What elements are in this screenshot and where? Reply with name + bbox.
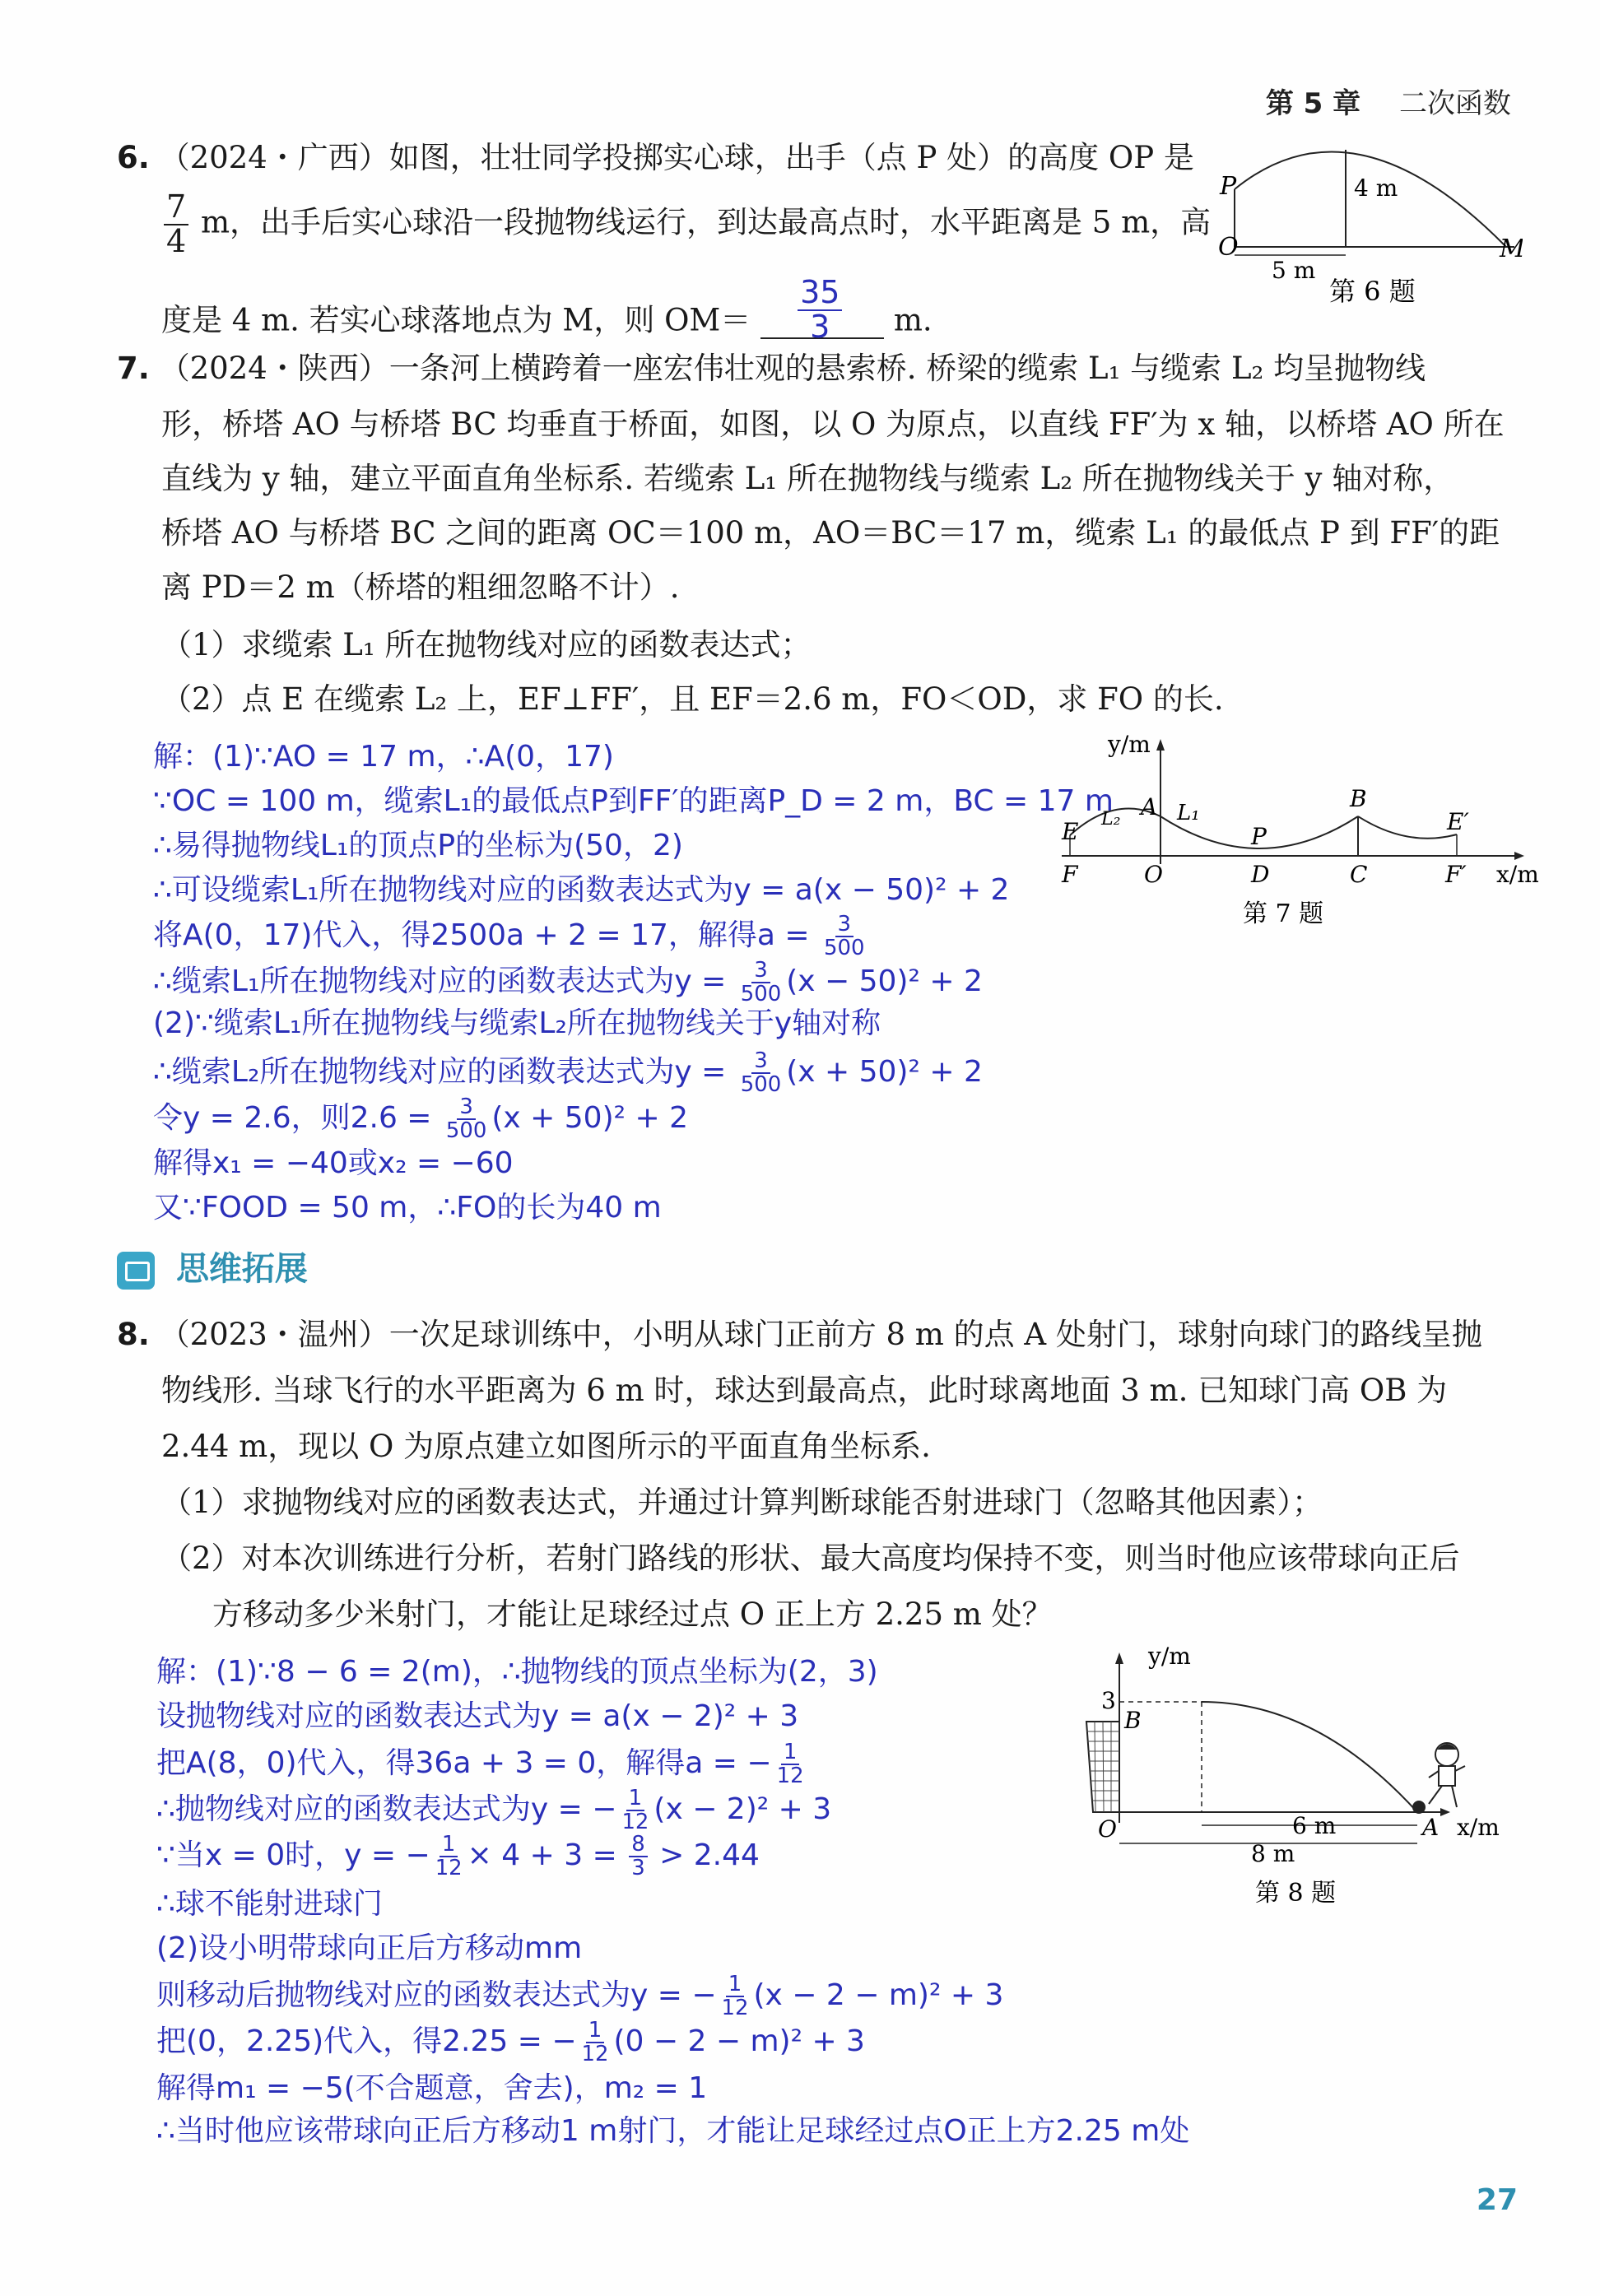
q8-sol-1: 解：(1)∵8 − 6 = 2(m)，∴抛物线的顶点坐标为(2，3) bbox=[156, 1655, 878, 1689]
q6-fraction bbox=[164, 188, 188, 259]
q7-sol-8-text: ∴缆索L₂所在抛物线对应的函数表达式为y = bbox=[153, 1055, 736, 1090]
q8-parabola bbox=[1202, 1702, 1417, 1812]
q6-line2 bbox=[161, 188, 1212, 259]
q7-cable-right bbox=[1358, 816, 1457, 839]
q6-answer bbox=[798, 274, 842, 345]
page-header bbox=[1266, 81, 1511, 121]
q8-sol-9 bbox=[156, 2019, 865, 2066]
q7-label-e-prime: E′ bbox=[1447, 808, 1469, 835]
q8-subq-2a: （2）对本次训练进行分析，若射门路线的形状、最大高度均保持不变，则当时他应该带球向正后 bbox=[161, 1541, 1460, 1576]
q7-sol-2: ∵OC = 100 m，缆索L₁的最低点P到FF′的距离P_D = 2 m，BC = 17 m bbox=[153, 784, 1114, 818]
q7-frac-den: 500 bbox=[445, 1118, 487, 1144]
q8-sol-6: ∴球不能射进球门 bbox=[156, 1887, 383, 1921]
q7-diagram bbox=[1053, 732, 1547, 938]
q8-sol-4-tail: (x − 2)² + 3 bbox=[653, 1792, 832, 1827]
q8-frac-num: 1 bbox=[586, 2019, 604, 2043]
q6-text-1: （2024・广西）如图，壮壮同学投掷实心球，出手（点 P 处）的高度 OP 是 bbox=[159, 140, 1194, 175]
q7-sol-5-text: 将A(0，17)代入，得2500a + 2 = 17，解得a = bbox=[153, 918, 820, 953]
q6-figure bbox=[1210, 132, 1523, 316]
q7-label-e: E bbox=[1062, 818, 1079, 845]
q7-sol-7: (2)∵缆索L₁所在抛物线与缆索L₂所在抛物线关于y轴对称 bbox=[153, 1006, 881, 1040]
q7-text-1: （2024・陕西）一条河上横跨着一座宏伟壮观的悬索桥. 桥梁的缆索 L₁ 与缆索 L₂ 均呈抛物线 bbox=[159, 351, 1426, 386]
q8-frac-den: 12 bbox=[776, 1764, 804, 1789]
q7-frac-num: 3 bbox=[751, 1050, 770, 1074]
q8-frac-num: 1 bbox=[440, 1834, 458, 1857]
q7-label-a: A bbox=[1141, 793, 1158, 820]
q8-sol-5-tail: > 2.44 bbox=[649, 1838, 760, 1873]
q8-frac-num: 1 bbox=[626, 1787, 644, 1811]
q7-frac-den: 500 bbox=[824, 936, 865, 961]
q7-label-f-prime: F′ bbox=[1445, 861, 1467, 888]
q6-text-2: m，出手后实心球沿一段抛物线运行，到达最高点时，水平距离是 5 m，高 bbox=[200, 204, 1212, 240]
q8-sol-9-frac bbox=[579, 2019, 612, 2066]
q7-frac-den: 500 bbox=[740, 1072, 782, 1098]
q8-sol-3-frac bbox=[774, 1741, 807, 1787]
q7-text-5: 离 PD＝2 m（桥塔的粗细忽略不计）. bbox=[161, 569, 680, 605]
q8-text-2: 物线形. 当球飞行的水平距离为 6 m 时，球达到最高点，此时球离地面 3 m. 已知球门高 OB 为 bbox=[161, 1373, 1448, 1408]
q8-label-a: A bbox=[1422, 1814, 1440, 1841]
q8-subq-2b: 方移动多少米射门，才能让足球经过点 O 正上方 2.25 m 处？ bbox=[212, 1597, 1053, 1632]
chapter-title: 二次函数 bbox=[1399, 87, 1511, 120]
q8-calc-num: 8 bbox=[629, 1834, 647, 1857]
q8-sol-10: 解得m₁ = −5(不合题意，舍去)，m₂ = 1 bbox=[156, 2071, 708, 2105]
q8-label-b: B bbox=[1124, 1707, 1142, 1734]
q8-sol-8-text: 则移动后抛物线对应的函数表达式为y = − bbox=[156, 1978, 717, 2013]
q8-text-1: （2023・温州）一次足球训练中，小明从球门正前方 8 m 的点 A 处射门，球射向球门的路线呈抛 bbox=[159, 1317, 1482, 1352]
q8-sol-4-frac bbox=[619, 1787, 651, 1834]
q8-sol-4-text: ∴抛物线对应的函数表达式为y = − bbox=[156, 1792, 617, 1827]
q8-frac-den: 12 bbox=[721, 1996, 749, 2021]
q7-sol-6-text: ∴缆索L₁所在抛物线对应的函数表达式为y = bbox=[153, 964, 736, 999]
q7-frac-num: 3 bbox=[751, 960, 770, 983]
q8-ball bbox=[1412, 1801, 1426, 1814]
q8-player bbox=[1429, 1743, 1465, 1807]
q8-subq-1: （1）求抛物线对应的函数表达式，并通过计算判断球能否射进球门（忽略其他因素）； bbox=[161, 1485, 1323, 1520]
q7-sol-9-tail: (x + 50)² + 2 bbox=[491, 1101, 689, 1136]
q7-caption: 第 7 题 bbox=[1243, 899, 1324, 928]
q8-sol-8-frac bbox=[719, 1973, 751, 2019]
q7-sol-3: ∴易得抛物线L₁的顶点P的坐标为(50，2) bbox=[153, 829, 683, 862]
section-icon bbox=[117, 1252, 155, 1290]
q7-sol-11: 又∵FOOD = 50 m，∴FO的长为40 m bbox=[153, 1191, 662, 1225]
q7-text-3: 直线为 y 轴，建立平面直角坐标系. 若缆索 L₁ 所在抛物线与缆索 L₂ 所在抛物线关于 y 轴对称， bbox=[161, 461, 1454, 496]
q6-caption: 第 6 题 bbox=[1329, 276, 1416, 307]
q8-sol-7: (2)设小明带球向正后方移动mm bbox=[156, 1931, 583, 1965]
q6-text-4: m. bbox=[893, 302, 933, 338]
q7-sol-6-tail: (x − 50)² + 2 bbox=[786, 964, 983, 999]
q7-sol-8-frac bbox=[738, 1050, 784, 1096]
q7-sol-9-frac bbox=[444, 1096, 489, 1142]
q6-frac-num: 7 bbox=[164, 191, 188, 225]
q7-x-arrow bbox=[1514, 852, 1524, 860]
q7-sol-5 bbox=[153, 913, 870, 960]
q8-sol-5-calc: × 4 + 3 = bbox=[467, 1838, 627, 1873]
q6-text-3: 度是 4 m. 若实心球落地点为 M，则 OM＝ bbox=[161, 302, 751, 338]
q7-sol-6-frac bbox=[738, 960, 784, 1006]
q6-label-m: M bbox=[1500, 235, 1523, 263]
q8-label-3: 3 bbox=[1101, 1687, 1116, 1714]
q7-label-c: C bbox=[1350, 861, 1368, 888]
section-heading bbox=[117, 1243, 308, 1290]
q8-x-arrow bbox=[1440, 1808, 1450, 1816]
q8-label-y: y/m bbox=[1148, 1646, 1191, 1670]
q7-y-arrow bbox=[1156, 739, 1165, 751]
q7-label-o: O bbox=[1144, 861, 1163, 888]
q6-number: 6. bbox=[117, 140, 150, 175]
q8-sol-9-text: 把(0，2.25)代入，得2.25 = − bbox=[156, 2024, 577, 2059]
section-title: 思维拓展 bbox=[175, 1250, 308, 1288]
q7-sol-9 bbox=[153, 1096, 688, 1142]
q6-answer-den: 3 bbox=[810, 308, 830, 345]
q8-sol-8 bbox=[156, 1973, 1003, 2019]
q6-line3 bbox=[161, 274, 933, 345]
q7-text-4: 桥塔 AO 与桥塔 BC 之间的距离 OC＝100 m，AO＝BC＝17 m，缆索 L₁ 的最低点 P 到 FF′的距 bbox=[161, 515, 1500, 551]
q7-subq-1: （1）求缆索 L₁ 所在抛物线对应的函数表达式； bbox=[161, 627, 812, 662]
q8-sol-4 bbox=[156, 1787, 831, 1834]
q8-frac-num: 1 bbox=[726, 1973, 744, 1997]
q7-frac-num: 3 bbox=[835, 913, 853, 937]
q8-sol-3-text: 把A(8，0)代入，得36a + 3 = 0，解得a = − bbox=[156, 1746, 772, 1781]
chapter-label: 第 5 章 bbox=[1265, 87, 1361, 120]
q8-frac-num: 1 bbox=[781, 1741, 799, 1765]
q7-label-y: y/m bbox=[1108, 732, 1151, 758]
q8-sol-9-tail: (0 − 2 − m)² + 3 bbox=[613, 2024, 865, 2059]
q6-answer-blank bbox=[760, 274, 884, 345]
q6-label-p: P bbox=[1220, 172, 1237, 201]
q7-label-l1: L₁ bbox=[1177, 801, 1200, 825]
q8-sol-5 bbox=[156, 1834, 760, 1880]
page-number: 27 bbox=[1476, 2183, 1518, 2217]
q8-sol-3 bbox=[156, 1741, 809, 1787]
q8-number: 8. bbox=[117, 1317, 150, 1352]
q8-y-arrow bbox=[1115, 1652, 1123, 1664]
q7-subq-2: （2）点 E 在缆索 L₂ 上，EF⊥FF′，且 EF＝2.6 m，FO＜OD，求 FO 的长. bbox=[161, 681, 1224, 717]
q7-frac-num: 3 bbox=[457, 1096, 475, 1120]
q6-line1 bbox=[117, 140, 1194, 176]
q8-label-x: x/m bbox=[1457, 1814, 1500, 1841]
q7-label-l2: L₂ bbox=[1101, 809, 1121, 830]
q8-diagram bbox=[1070, 1646, 1531, 1917]
q7-line1 bbox=[117, 351, 1426, 387]
q6-label-width: 5 m bbox=[1272, 257, 1316, 284]
q7-sol-1: 解：(1)∵AO = 17 m，∴A(0，17) bbox=[153, 740, 614, 774]
q7-sol-6 bbox=[153, 960, 983, 1006]
q7-sol-8 bbox=[153, 1050, 983, 1096]
q8-sol-5-frac2 bbox=[629, 1834, 647, 1880]
q8-sol-5-frac bbox=[433, 1834, 465, 1880]
q8-sol-2: 设抛物线对应的函数表达式为y = a(x − 2)² + 3 bbox=[156, 1699, 799, 1733]
q8-sol-5-text: ∵当x = 0时，y = − bbox=[156, 1838, 430, 1873]
q8-frac-den: 12 bbox=[621, 1810, 649, 1835]
q7-number: 7. bbox=[117, 351, 150, 386]
q7-sol-10: 解得x₁ = −40或x₂ = −60 bbox=[153, 1146, 514, 1180]
q8-label-8m: 8 m bbox=[1251, 1840, 1295, 1867]
q8-caption: 第 8 题 bbox=[1255, 1879, 1337, 1908]
q8-text-3: 2.44 m，现以 O 为原点建立如图所示的平面直角坐标系. bbox=[161, 1429, 931, 1464]
q7-sol-5-frac bbox=[821, 913, 867, 960]
q6-label-o: O bbox=[1218, 233, 1239, 262]
q8-label-6m: 6 m bbox=[1292, 1812, 1337, 1839]
q8-label-o: O bbox=[1098, 1815, 1117, 1843]
q6-frac-den: 4 bbox=[166, 222, 187, 259]
q7-text-2: 形，桥塔 AO 与桥塔 BC 均垂直于桥面，如图，以 O 为原点，以直线 FF′为 x 轴，以桥塔 AO 所在 bbox=[161, 407, 1505, 442]
q7-figure bbox=[1053, 732, 1547, 941]
q8-calc-den: 3 bbox=[631, 1856, 645, 1881]
q8-sol-8-tail: (x − 2 − m)² + 3 bbox=[753, 1978, 1004, 2013]
q8-line1 bbox=[117, 1317, 1482, 1353]
q7-label-f: F bbox=[1062, 861, 1078, 888]
q6-answer-num: 35 bbox=[798, 277, 842, 311]
q8-frac-den: 12 bbox=[581, 2042, 609, 2067]
q7-label-d: D bbox=[1251, 861, 1270, 888]
q7-sol-8-tail: (x + 50)² + 2 bbox=[786, 1055, 983, 1090]
q7-sol-4: ∴可设缆索L₁所在抛物线对应的函数表达式为y = a(x − 50)² + 2 bbox=[153, 873, 1010, 907]
q7-frac-den: 500 bbox=[740, 982, 782, 1007]
q7-label-b: B bbox=[1350, 785, 1367, 812]
q6-diagram bbox=[1210, 132, 1523, 313]
q8-figure bbox=[1070, 1646, 1531, 1921]
q7-label-p: P bbox=[1251, 823, 1267, 850]
q6-label-height: 4 m bbox=[1354, 174, 1398, 202]
q7-sol-9-text: 令y = 2.6，则2.6 = bbox=[153, 1101, 441, 1136]
q8-sol-11: ∴当时他应该带球向正后方移动1 m射门，才能让足球经过点O正上方2.25 m处 bbox=[156, 2114, 1190, 2148]
q8-frac-den: 12 bbox=[435, 1856, 463, 1881]
q7-label-x: x/m bbox=[1496, 861, 1539, 888]
